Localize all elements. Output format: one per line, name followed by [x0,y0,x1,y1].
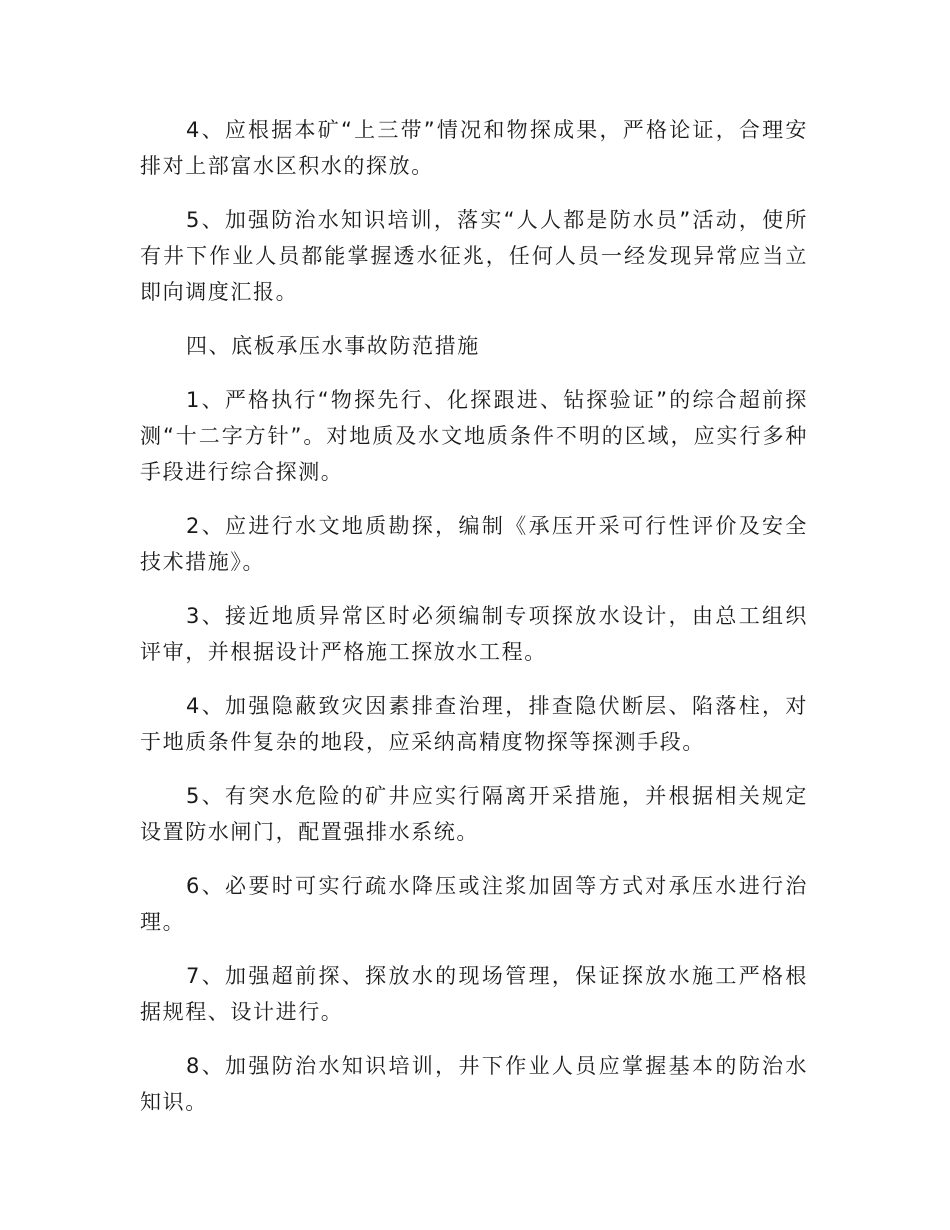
paragraph-item-5-training: 5、加强防治水知识培训，落实“人人都是防水员”活动，使所有井下作业人员都能掌握透水征兆，任何人员一经发现异常应当立即向调度汇报。 [140,208,808,304]
paragraph-item-4-hazard-check: 4、加强隐蔽致灾因素排查治理，排查隐伏断层、陷落柱，对于地质条件复杂的地段，应采纳高精度物探等探测手段。 [140,694,808,754]
paragraph-item-1-exploration: 1、严格执行“物探先行、化探跟进、钻探验证”的综合超前探测“十二字方针”。对地质及水文地质条件不明的区域，应实行多种手段进行综合探测。 [140,388,808,484]
paragraph-item-8-knowledge: 8、加强防治水知识培训，井下作业人员应掌握基本的防治水知识。 [140,1054,808,1114]
paragraph-item-2-survey: 2、应进行水文地质勘探，编制《承压开采可行性评价及安全技术措施》。 [140,514,808,574]
section-heading-floor-water: 四、底板承压水事故防范措施 [186,334,480,358]
paragraph-item-6-drainage: 6、必要时可实行疏水降压或注浆加固等方式对承压水进行治理。 [140,874,808,934]
paragraph-item-5-isolation: 5、有突水危险的矿井应实行隔离开采措施，并根据相关规定设置防水闸门，配置强排水系统。 [140,784,808,844]
document-body [140,112,808,1120]
paragraph-item-4-upper-zones: 4、应根据本矿“上三带”情况和物探成果，严格论证，合理安排对上部富水区积水的探放。 [140,118,808,178]
paragraph-item-3-anomaly-zone: 3、接近地质异常区时必须编制专项探放水设计，由总工组织评审，并根据设计严格施工探放水工程。 [140,604,808,664]
paragraph-item-7-site-management: 7、加强超前探、探放水的现场管理，保证探放水施工严格根据规程、设计进行。 [140,964,808,1024]
